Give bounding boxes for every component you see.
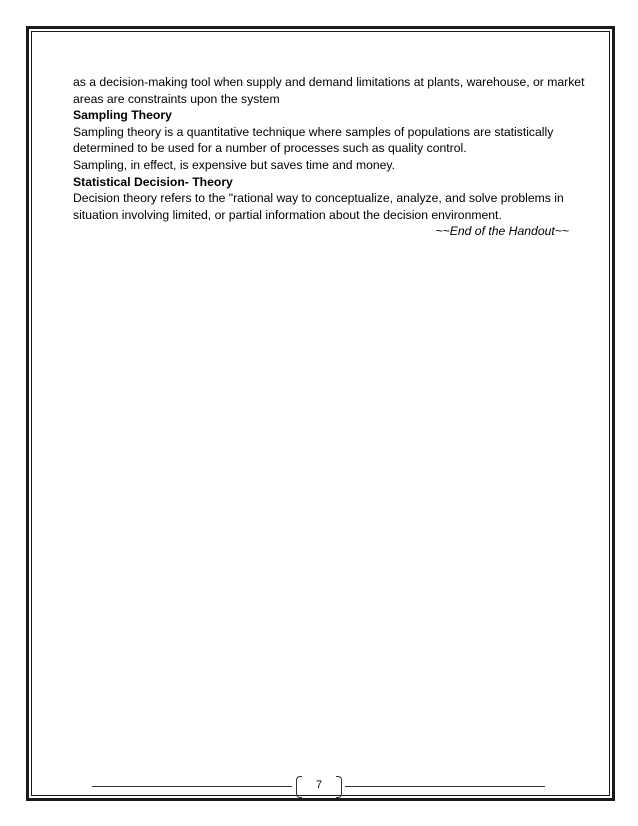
footer-rule-right <box>345 786 545 787</box>
section-heading-statistical-decision-theory: Statistical Decision- Theory <box>73 174 233 189</box>
section-heading-sampling-theory: Sampling Theory <box>73 108 172 123</box>
page-number-frame <box>296 776 342 798</box>
end-of-handout-note: ~~End of the Handout~~ <box>435 224 569 239</box>
body-line: determined to be used for a number of processes such as quality control. <box>73 141 467 156</box>
body-line: situation involving limited, or partial information about the decision environment. <box>73 207 502 222</box>
body-line: Sampling, in effect, is expensive but saves time and money. <box>73 157 396 172</box>
document-body <box>73 74 585 240</box>
footer-rule-left <box>92 786 292 787</box>
body-line: as a decision-making tool when supply and demand limitations at plants, warehouse, or market <box>73 75 585 89</box>
body-line: Sampling theory is a quantitative technique where samples of populations are statistically <box>73 124 554 139</box>
page-number: 7 <box>315 779 323 791</box>
body-line: areas are constraints upon the system <box>73 91 280 106</box>
body-line: Decision theory refers to the "rational way to conceptualize, analyze, and solve problems in <box>73 191 564 206</box>
